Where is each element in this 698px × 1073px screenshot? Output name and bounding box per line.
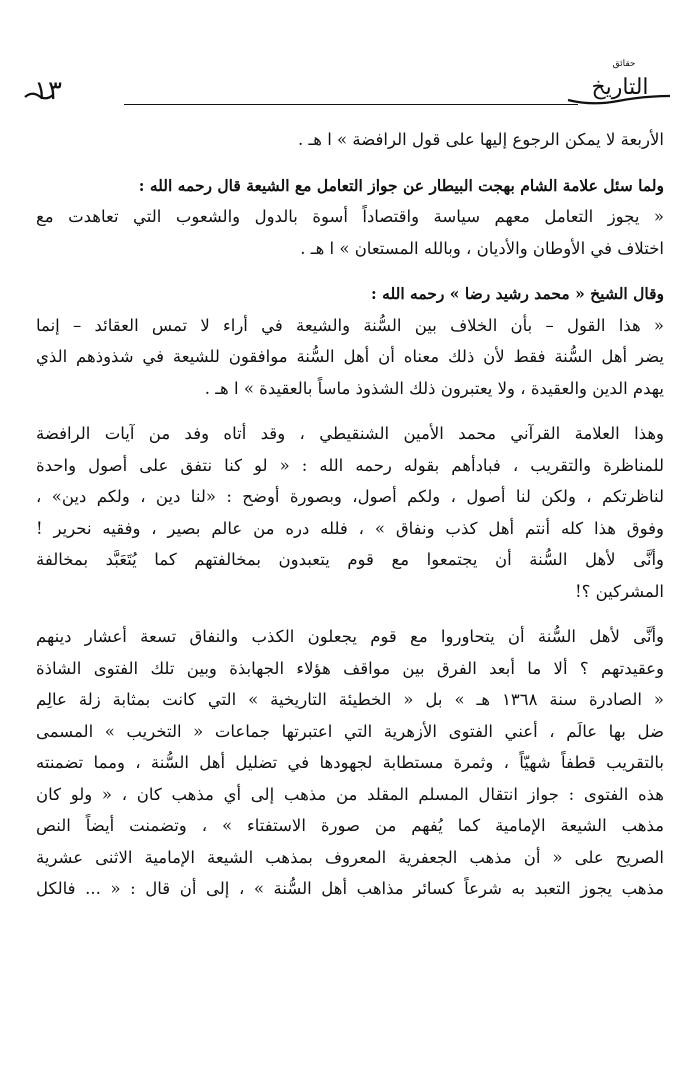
text-line: « هذا القول – بأن الخلاف بين السُّنة والشيعة في أراء لا تمس العقائد – إنما bbox=[36, 315, 664, 335]
text-line: وأنَّى لأهل السُّنة أن يتحاوروا مع قوم يجعلون الكذب والنفاق تسعة أعشار دينهم bbox=[36, 627, 664, 646]
text-line: « الصادرة سنة ١٣٦٨ هـ » بل « الخطيئة التاريخية » التي كانت بمثابة زلة عالِم bbox=[36, 690, 664, 709]
text-line: يضر أهل السُّنة فقط لأن ذلك معناه أن أهل السُّنة موافقون للشيعة في شذوذهم الذي bbox=[36, 347, 664, 366]
book-title-prefix: حقائق bbox=[612, 59, 636, 69]
paragraph-p6 bbox=[36, 418, 664, 544]
text-line: للمناظرة والتقريب ، فبادأهم بقوله رحمه الله : « لو كنا نتفق على أصول واحدة bbox=[36, 455, 664, 475]
paragraph-p2 bbox=[36, 170, 664, 202]
text-line: ضل بها عالَم ، أعني الفتوى الأزهرية التي اعتبرتها جماعات « التخريب » المسمى bbox=[36, 721, 664, 741]
text-line: اختلاف في الأوطان والأديان ، وبالله المستعان » ا هـ . bbox=[300, 238, 664, 258]
paragraph-p3 bbox=[36, 201, 664, 264]
paragraph-p5 bbox=[36, 310, 664, 405]
paragraph-p4 bbox=[36, 278, 664, 310]
paragraph-gap bbox=[36, 156, 664, 170]
text-line: وهذا العلامة القرآني محمد الأمين الشنقيطي ، وقد أتاه وفد من آيات الرافضة bbox=[36, 424, 664, 443]
text-line: وأنَّى لأهل السُّنة أن يجتمعوا مع قوم يتعبدون بمخالفتهم كما يُتَعَبَّد بمخالفة bbox=[36, 550, 664, 569]
section-heading: وقال الشيخ « محمد رشيد رضا » رحمه الله : bbox=[371, 284, 664, 303]
book-title-logo bbox=[562, 56, 674, 110]
text-line: « يجوز التعامل معهم سياسة واقتصاداً أسوة بالدول والشعوب التي تعاهدت مع bbox=[36, 207, 664, 226]
text-line: يهدم الدين والعقيدة ، ولا يعتبرون ذلك الشذوذ ماساً بالعقيدة » ا هـ . bbox=[204, 378, 664, 398]
paragraph-gap bbox=[36, 404, 664, 418]
section-heading: ولما سئل علامة الشام بهجت البيطار عن جواز التعامل مع الشيعة قال رحمه الله : bbox=[138, 175, 664, 195]
page-body bbox=[36, 124, 664, 905]
book-title: التاريخ bbox=[591, 75, 649, 100]
text-line: بالتقريب قطفاً شهيّاً ، وثمرة مستطابة لجهودها في تضليل أهل السُّنة ، ومما تضمنته bbox=[36, 753, 664, 772]
text-line: الأربعة لا يمكن الرجوع إليها على قول الرافضة » ا هـ . bbox=[297, 130, 664, 149]
page-header bbox=[24, 59, 674, 118]
text-line: الصريح على « أن مذهب الجعفرية المعروف بمذهب الشيعة الإمامية الاثنى عشرية bbox=[36, 847, 664, 867]
text-line: مذهب يجوز التعبد به شرعاً كسائر مذاهب أهل السُّنة » ، إلى أن قال : « ... فالكل bbox=[36, 879, 664, 898]
text-line: المشركين ؟! bbox=[574, 581, 664, 601]
text-line: وعقيدتهم ؟ ألا ما أبعد الفرق بين مواقف هؤلاء الجهابذة وبين تلك الفتوى الشاذة bbox=[36, 658, 664, 678]
paragraph-p8 bbox=[36, 621, 664, 905]
paragraph-gap bbox=[36, 607, 664, 621]
page-number: ١٣ bbox=[34, 76, 62, 106]
paragraph-gap bbox=[36, 264, 664, 278]
text-line: مذهب الشيعة الإمامية كما يُفهم من صورة الاستفتاء » ، وتضمنت أيضاً النص bbox=[36, 816, 664, 835]
text-line: هذه الفتوى : جواز انتقال المسلم المقلد من مذهب إلى أي مذهب كان ، « ولو كان bbox=[36, 784, 664, 804]
paragraph-p1 bbox=[36, 124, 664, 156]
text-line: وفوق هذا كله أنتم أهل كذب ونفاق » ، فلله دره من عالم بصير ، وفقيه نحرير ! bbox=[36, 518, 664, 538]
paragraph-p7 bbox=[36, 544, 664, 607]
text-line: لناظرتكم ، ولكن لنا أصول ، ولكم أصول، وبصورة أوضح : «لنا دين ، ولكم دين» ، bbox=[36, 487, 664, 506]
header-rule bbox=[124, 104, 578, 105]
